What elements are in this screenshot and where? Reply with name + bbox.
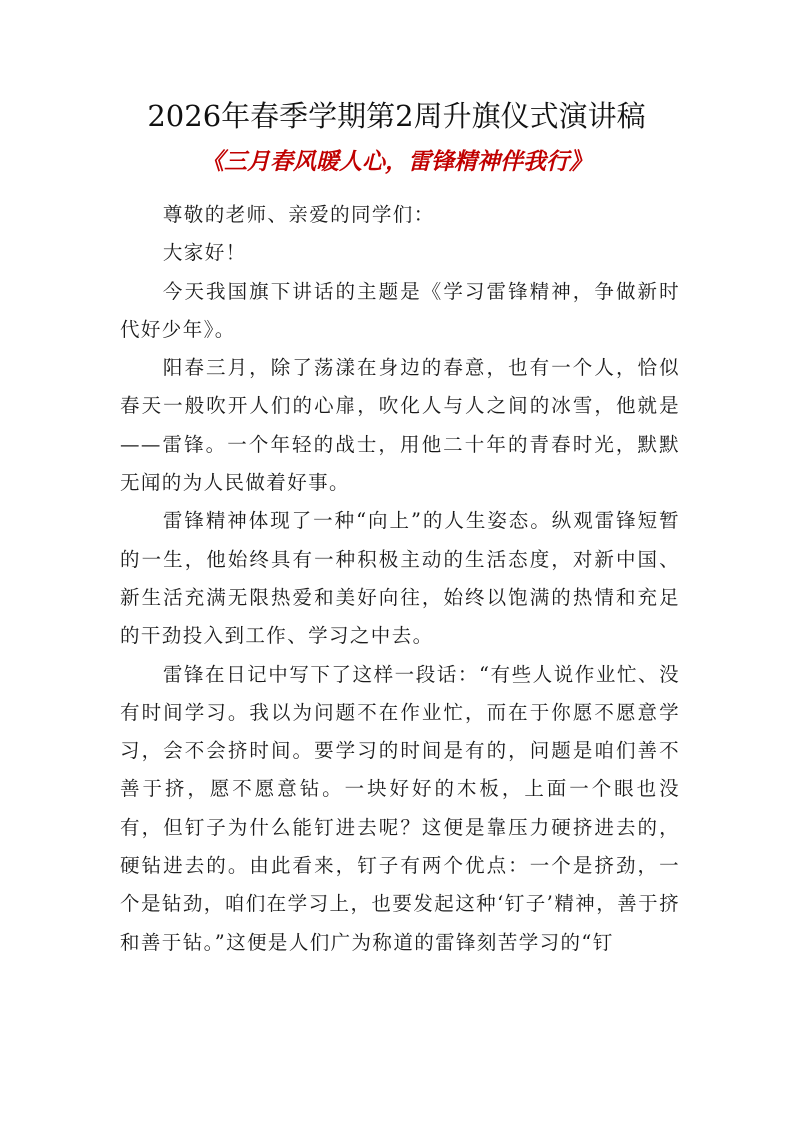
page-title: 2026年春季学期第2周升旗仪式演讲稿 <box>147 99 646 133</box>
paragraph-diary: 雷锋在日记中写下了这样一段话：“有些人说作业忙、没有时间学习。我以为问题不在作业忙，而在于你愿不愿意学习，会不会挤时间。要学习的时间是有的，问题是咱们善不善于挤，愿不愿意钻。一块好好的木板，上面一个眼也没有，但钉子为什么能钉进去呢？这便是靠压力硬挤进去的，硬钻进去的。由此看来，钉子有两个优点：一个是挤劲，一个是钻劲，咱们在学习上，也要发起这种‘钉子’精神，善于挤和善于钻。”这便是人们广为称道的雷锋刻苦学习的“钉 <box>120 662 680 954</box>
paragraph-spring: 阳春三月，除了荡漾在身边的春意，也有一个人，恰似春天一般吹开人们的心扉，吹化人与人之间的冰雪，他就是——雷锋。一个年轻的战士，用他二十年的青春时光，默默无闻的为人民做着好事。 <box>120 356 680 495</box>
paragraph-topic: 今天我国旗下讲话的主题是《学习雷锋精神，争做新时代好少年》。 <box>120 279 680 341</box>
speech-body <box>120 196 680 962</box>
speech-subtitle: 《三月春风暖人心，雷锋精神伴我行》 <box>201 148 592 175</box>
salutation: 尊敬的老师、亲爱的同学们： <box>162 203 435 226</box>
paragraph-spirit: 雷锋精神体现了一种“向上”的人生姿态。纵观雷锋短暂的一生，他始终具有一种积极主动的生活态度，对新中国、新生活充满无限热爱和美好向往，始终以饱满的热情和充足的干劲投入到工作、学习之中去。 <box>120 509 680 648</box>
greeting: 大家好！ <box>162 241 247 265</box>
